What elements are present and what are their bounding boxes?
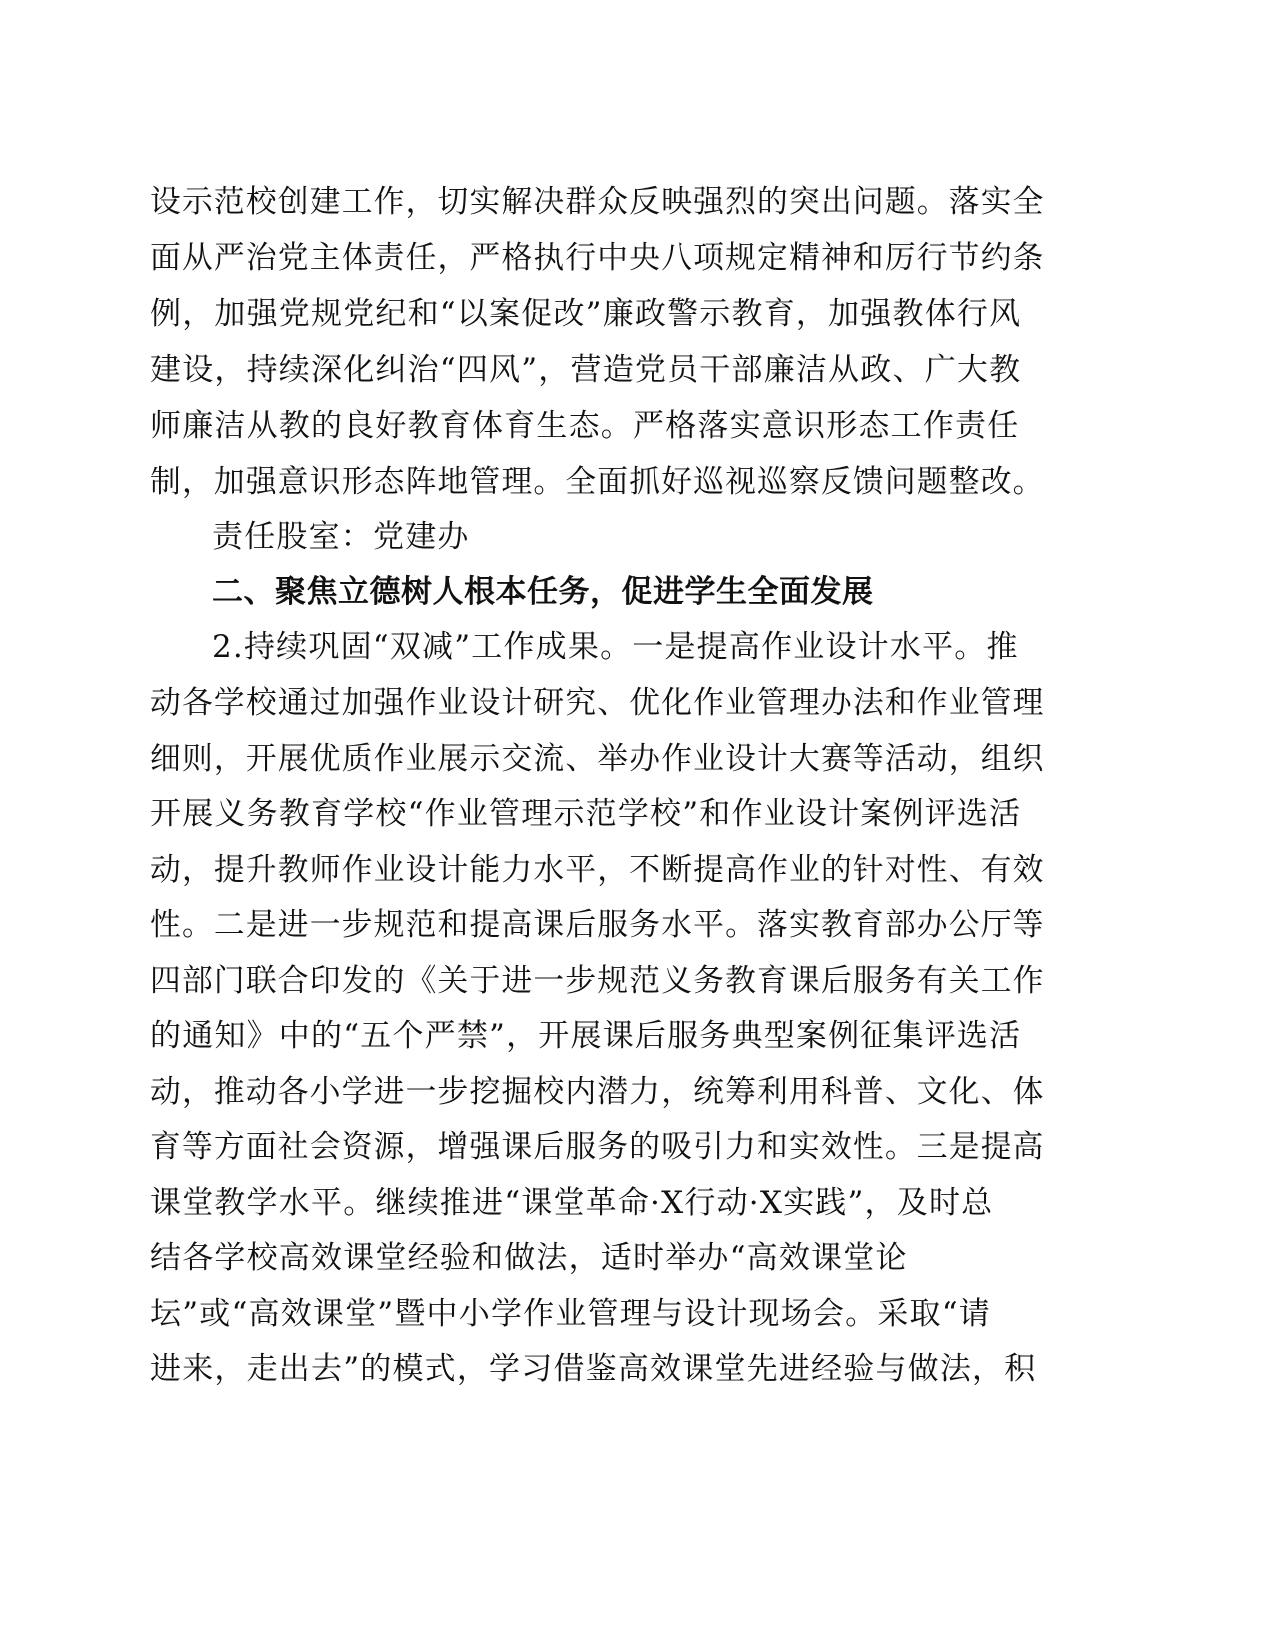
body-text-line: 育等方面社会资源，增强课后服务的吸引力和实效性。三是提高 [150, 1129, 1045, 1165]
body-text-line: 开展义务教育学校“作业管理示范学校”和作业设计案例评选活 [150, 796, 1022, 832]
body-text-line: 师廉洁从教的良好教育体育生态。严格落实意识形态工作责任 [150, 408, 1020, 444]
body-text-line: 坛”或“高效课堂”暨中小学作业管理与设计现场会。采取“请 [150, 1296, 991, 1332]
body-text-line: 动，提升教师作业设计能力水平，不断提高作业的针对性、有效 [150, 852, 1045, 888]
body-text-line: 2.持续巩固“双减”工作成果。一是提高作业设计水平。推 [212, 629, 1019, 665]
body-text-line: 建设，持续深化纠治“四风”，营造党员干部廉洁从政、广大教 [150, 352, 1022, 388]
body-text-line: 结各学校高效课堂经验和做法，适时举办“高效课堂论 [150, 1240, 908, 1276]
body-text-line: 性。二是进一步规范和提高课后服务水平。落实教育部办公厅等 [150, 907, 1045, 943]
body-text-line: 例，加强党规党纪和“以案促改”廉政警示教育，加强教体行风 [150, 296, 1022, 332]
body-text-line: 的通知》中的“五个严禁”，开展课后服务典型案例征集评选活 [150, 1018, 1022, 1054]
body-text-line: 进来，走出去”的模式，学习借鉴高效课堂先进经验与做法，积 [150, 1351, 1037, 1387]
responsible-office: 责任股室：党建办 [212, 519, 470, 555]
body-text-line: 动，推动各小学进一步挖掘校内潜力，统筹利用科普、文化、体 [150, 1074, 1045, 1110]
section-heading: 二、聚焦立德树人根本任务，促进学生全面发展 [212, 574, 874, 610]
body-text-line: 细则，开展优质作业展示交流、举办作业设计大赛等活动，组织 [150, 741, 1045, 777]
body-text-line: 制，加强意识形态阵地管理。全面抓好巡视巡察反馈问题整改。 [150, 464, 1045, 500]
body-text-line: 动各学校通过加强作业设计研究、优化作业管理办法和作业管理 [150, 685, 1045, 721]
body-text-line: 面从严治党主体责任，严格执行中央八项规定精神和厉行节约条 [150, 240, 1045, 276]
body-text-line: 四部门联合印发的《关于进一步规范义务教育课后服务有关工作 [150, 963, 1045, 999]
body-text-line: 课堂教学水平。继续推进“课堂革命·X行动·X实践”，及时总 [150, 1185, 994, 1221]
body-text-line: 设示范校创建工作，切实解决群众反映强烈的突出问题。落实全 [150, 184, 1045, 220]
